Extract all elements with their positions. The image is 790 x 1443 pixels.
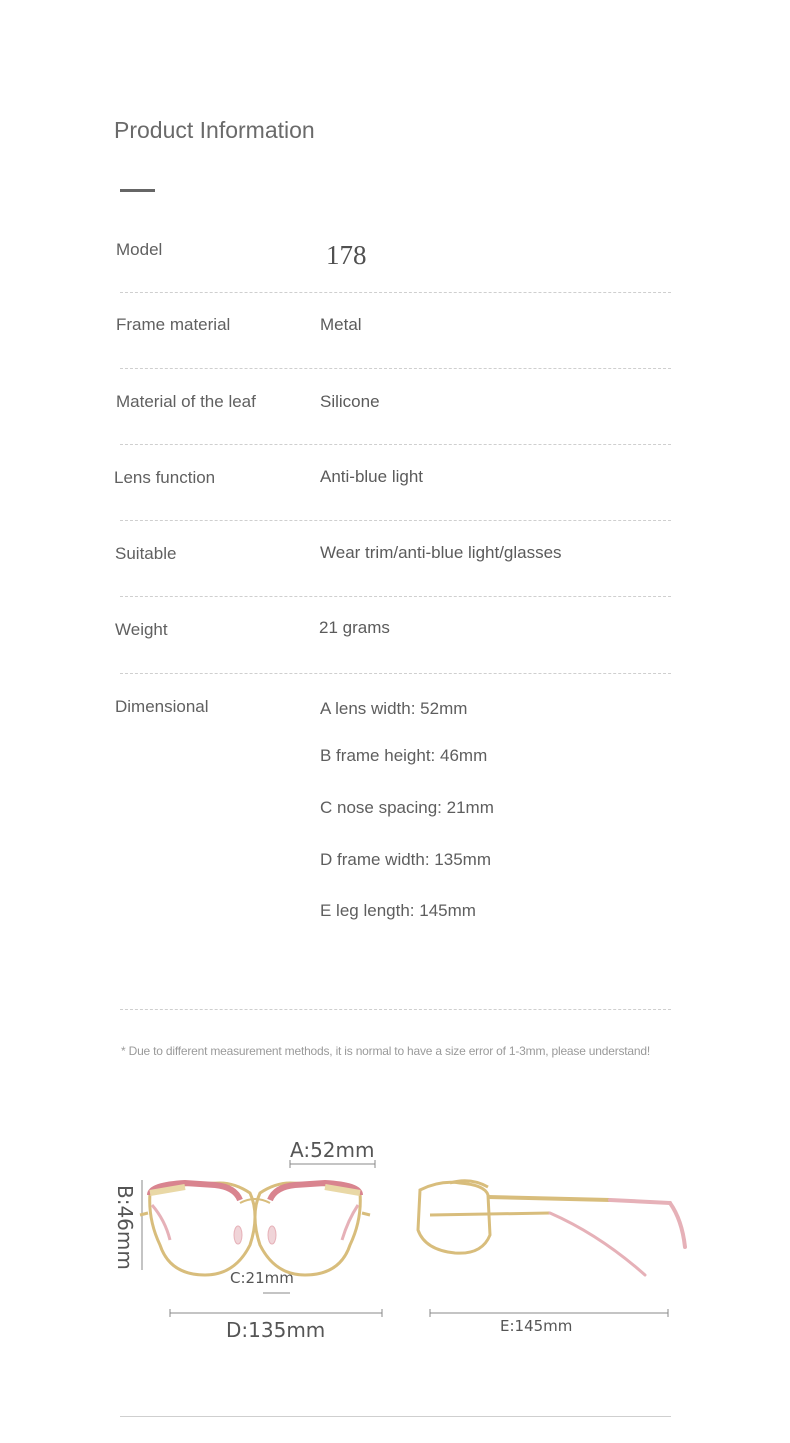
divider	[120, 1009, 671, 1010]
spec-label-suitable: Suitable	[115, 544, 177, 563]
spec-value-suitable: Wear trim/anti-blue light/glasses	[320, 543, 562, 562]
spec-value-lens-function: Anti-blue light	[320, 467, 424, 486]
size-error-note: * Due to different measurement methods, it is normal to have a size error of 1-3mm, please understand!	[121, 1044, 650, 1058]
spec-value-frame-material: Metal	[320, 315, 362, 334]
dimension-item: E leg length: 145mm	[320, 901, 476, 920]
spec-label-leaf-material: Material of the leaf	[116, 392, 256, 411]
dimension-item: A lens width: 52mm	[320, 699, 468, 718]
divider	[120, 292, 671, 293]
dimension-label-d: D:135mm	[226, 1318, 326, 1342]
page-title: Product Information	[114, 117, 315, 143]
dimension-label-c: C:21mm	[230, 1269, 294, 1287]
spec-value-leaf-material: Silicone	[320, 392, 380, 411]
spec-label-weight: Weight	[115, 620, 168, 639]
spec-value-weight: 21 grams	[319, 618, 390, 637]
dimension-label-e: E:145mm	[500, 1317, 573, 1335]
glasses-side-view	[418, 1181, 685, 1275]
glasses-front-view	[140, 1183, 370, 1275]
glasses-dimension-illustration	[110, 1125, 700, 1355]
title-underline	[120, 189, 155, 192]
dimension-item: C nose spacing: 21mm	[320, 798, 494, 817]
spec-label-model: Model	[116, 240, 163, 259]
dimension-label-b: B:46mm	[113, 1185, 137, 1270]
dimension-item: B frame height: 46mm	[320, 746, 488, 765]
spec-label-lens-function: Lens function	[114, 468, 216, 487]
dimension-item: D frame width: 135mm	[320, 850, 491, 869]
divider	[120, 596, 671, 597]
bottom-divider	[120, 1416, 671, 1417]
spec-label-frame-material: Frame material	[116, 315, 231, 334]
spec-value-model: 178	[326, 240, 367, 270]
divider	[120, 368, 671, 369]
divider	[120, 673, 671, 674]
spec-label-dimensional: Dimensional	[115, 697, 209, 716]
divider	[120, 520, 671, 521]
dimension-label-a: A:52mm	[290, 1138, 375, 1162]
divider	[120, 444, 671, 445]
